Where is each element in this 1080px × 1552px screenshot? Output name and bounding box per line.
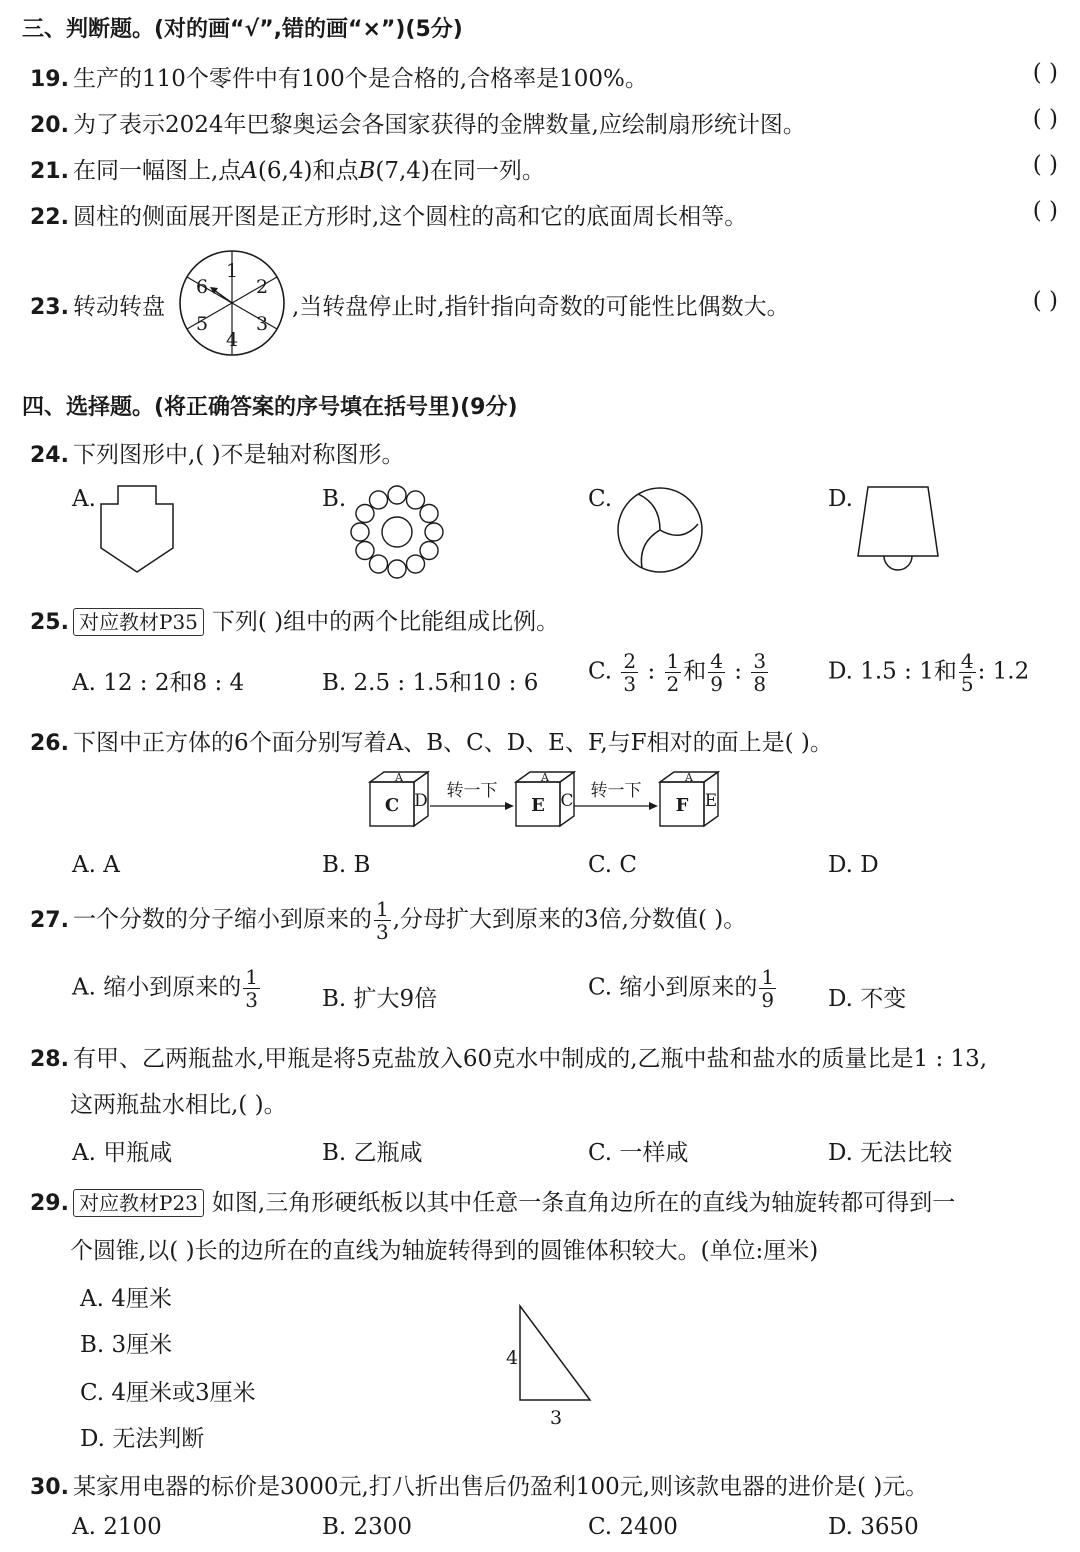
fraction: $\frac{1}{3}$ bbox=[375, 897, 389, 944]
option-c[interactable]: C. 一样咸 bbox=[588, 1140, 689, 1166]
question-text-a: 一个分数的分子缩小到原来的 bbox=[72, 906, 372, 933]
wheel-label: 5 bbox=[195, 313, 209, 335]
cube-front-label: C bbox=[384, 795, 400, 816]
question-number: 28. bbox=[30, 1047, 69, 1072]
option-a[interactable]: A. 12 : 2和8 : 4 bbox=[72, 670, 245, 696]
option-a[interactable]: A. 4厘米 bbox=[80, 1286, 172, 1312]
cube-side-label: E bbox=[704, 791, 718, 811]
center-circle bbox=[382, 517, 412, 547]
fraction: $\frac{1}{3}$ bbox=[245, 965, 258, 1012]
section-3-title: 三、判断题。(对的画“√”,错的画“×”)(5分) bbox=[22, 17, 463, 42]
shape-d-bell bbox=[856, 486, 942, 574]
option-d[interactable]: D. D bbox=[828, 852, 879, 878]
pointer-arrow bbox=[214, 290, 232, 303]
bead bbox=[370, 491, 388, 509]
option-d[interactable]: D. 无法比较 bbox=[828, 1140, 953, 1166]
side-label-horizontal: 3 bbox=[550, 1407, 563, 1429]
option-a[interactable]: A. 甲瓶咸 bbox=[72, 1140, 173, 1166]
option-c[interactable]: C. 缩小到原来的 $\frac{1}{9}$ bbox=[588, 965, 775, 1012]
question-text-a: 在同一幅图上,点 bbox=[72, 158, 242, 184]
question-number: 21. bbox=[30, 159, 69, 184]
question-text-a: 转动转盘 bbox=[72, 294, 165, 320]
answer-paren[interactable]: ( ) bbox=[1032, 288, 1058, 314]
cube-top-label: A bbox=[685, 771, 693, 784]
option-c[interactable]: C. 2400 bbox=[588, 1514, 678, 1540]
cube-top-label: A bbox=[395, 771, 403, 784]
cube-rotation-figure bbox=[368, 770, 728, 834]
question-22 bbox=[30, 198, 747, 231]
option-d-label[interactable]: D. bbox=[828, 486, 853, 512]
side-label-vertical: 4 bbox=[506, 1347, 519, 1369]
question-21 bbox=[30, 152, 545, 185]
bead bbox=[425, 523, 443, 541]
question-30 bbox=[30, 1468, 928, 1501]
answer-paren[interactable]: ( ) bbox=[1032, 60, 1058, 86]
cube-side-label: C bbox=[560, 791, 574, 811]
answer-paren[interactable]: ( ) bbox=[1032, 198, 1058, 224]
option-b[interactable]: B. B bbox=[322, 852, 371, 878]
cube bbox=[660, 771, 718, 826]
shape-c-swirl bbox=[616, 486, 704, 574]
textbook-tag: 对应教材P23 bbox=[73, 1189, 204, 1217]
wheel-label: 4 bbox=[225, 329, 239, 351]
question-number: 29. bbox=[30, 1191, 69, 1216]
option-d[interactable]: D. 无法判断 bbox=[80, 1426, 205, 1452]
turn-label: 转一下 bbox=[446, 781, 498, 801]
spinner-wheel bbox=[176, 250, 288, 356]
option-b[interactable]: B. 3厘米 bbox=[80, 1332, 173, 1358]
fraction: $\frac{4}{9}$ bbox=[710, 649, 723, 696]
wheel-label: 6 bbox=[195, 276, 209, 298]
bead bbox=[388, 560, 406, 578]
fraction: $\frac{3}{8}$ bbox=[753, 649, 767, 696]
question-number: 23. bbox=[30, 295, 69, 320]
point-a: A bbox=[241, 158, 258, 184]
question-text-line2: 个圆锥,以( )长的边所在的直线为轴旋转得到的圆锥体积较大。(单位:厘米) bbox=[70, 1238, 819, 1264]
textbook-tag: 对应教材P35 bbox=[73, 608, 204, 636]
point-b: B bbox=[358, 158, 376, 184]
question-24 bbox=[30, 436, 405, 469]
cube-top-label: A bbox=[541, 771, 549, 784]
question-27 bbox=[30, 898, 746, 943]
question-text: 某家用电器的标价是3000元,打八折出售后仍盈利100元,则该款电器的进价是( )元。 bbox=[72, 1474, 929, 1500]
option-a[interactable]: A. A bbox=[72, 852, 120, 878]
bead bbox=[388, 486, 406, 504]
question-number: 30. bbox=[30, 1475, 69, 1500]
turn-arrow bbox=[430, 781, 514, 810]
question-text: 圆柱的侧面展开图是正方形时,这个圆柱的高和它的底面周长相等。 bbox=[72, 204, 748, 230]
right-triangle-figure bbox=[500, 1304, 600, 1428]
question-text-c: (7,4)在同一列。 bbox=[375, 158, 545, 184]
question-text-line1: 如图,三角形硬纸板以其中任意一条直角边所在的直线为轴旋转都可得到一 bbox=[211, 1190, 956, 1216]
question-text: 生产的110个零件中有100个是合格的,合格率是100%。 bbox=[72, 66, 648, 92]
option-b-label[interactable]: B. bbox=[322, 486, 347, 512]
option-a[interactable]: A. 缩小到原来的 $\frac{1}{3}$ bbox=[72, 965, 258, 1012]
question-text: 下列( )组中的两个比能组成比例。 bbox=[211, 609, 560, 635]
question-19 bbox=[30, 60, 648, 93]
fraction: $\frac{2}{3}$ bbox=[623, 649, 637, 696]
bead bbox=[356, 505, 374, 523]
bead bbox=[407, 555, 425, 573]
wheel-label: 1 bbox=[225, 260, 239, 282]
wheel-label: 3 bbox=[255, 313, 269, 335]
option-c[interactable]: C. C bbox=[588, 852, 637, 878]
bead bbox=[420, 542, 438, 560]
question-text-line2: 这两瓶盐水相比,( )。 bbox=[70, 1092, 287, 1118]
question-23 bbox=[30, 288, 165, 321]
section-4-title: 四、选择题。(将正确答案的序号填在括号里)(9分) bbox=[22, 395, 518, 420]
cube bbox=[516, 771, 574, 826]
answer-paren[interactable]: ( ) bbox=[1032, 152, 1058, 178]
question-29 bbox=[30, 1184, 955, 1217]
answer-paren[interactable]: ( ) bbox=[1032, 106, 1058, 132]
fraction: $\frac{4}{5}$ bbox=[960, 649, 974, 696]
shape-b-bead-ring bbox=[350, 485, 444, 579]
fraction: $\frac{1}{9}$ bbox=[761, 965, 775, 1012]
bead bbox=[420, 505, 438, 523]
option-d[interactable]: D. 1.5 : 1和 $\frac{4}{5}$ : 1.2 bbox=[828, 649, 1030, 696]
option-d[interactable]: D. 3650 bbox=[828, 1514, 919, 1540]
option-c[interactable]: C. 4厘米或3厘米 bbox=[80, 1380, 256, 1406]
question-28 bbox=[30, 1040, 987, 1073]
option-b[interactable]: B. 乙瓶咸 bbox=[322, 1140, 423, 1166]
option-a-label[interactable]: A. bbox=[72, 486, 96, 512]
question-text: 下图中正方体的6个面分别写着A、B、C、D、E、F,与F相对的面上是( )。 bbox=[72, 730, 833, 756]
bead bbox=[351, 523, 369, 541]
option-c-label[interactable]: C. bbox=[588, 486, 613, 512]
cube-front-label: E bbox=[531, 795, 545, 816]
wheel-label: 2 bbox=[255, 276, 269, 298]
option-b[interactable]: B. 2.5 : 1.5和10 : 6 bbox=[322, 670, 539, 696]
turn-label: 转一下 bbox=[590, 781, 642, 801]
option-a[interactable]: A. 2100 bbox=[72, 1514, 162, 1540]
option-c[interactable]: C. $\frac{2}{3}$ : $\frac{1}{2}$ 和 $\frac{4}{9}$ : $\frac{3}{8}$ bbox=[588, 649, 767, 696]
bead bbox=[356, 542, 374, 560]
question-number: 22. bbox=[30, 205, 69, 230]
fraction: $\frac{1}{2}$ bbox=[666, 649, 680, 696]
option-d[interactable]: D. 不变 bbox=[828, 986, 907, 1012]
question-text-b: (6,4)和点 bbox=[257, 158, 359, 184]
question-number: 26. bbox=[30, 731, 69, 756]
option-b[interactable]: B. 2300 bbox=[322, 1514, 413, 1540]
question-text: 下列图形中,( )不是轴对称图形。 bbox=[72, 442, 405, 468]
question-number: 25. bbox=[30, 610, 69, 635]
question-number: 24. bbox=[30, 443, 69, 468]
bead bbox=[407, 491, 425, 509]
question-26 bbox=[30, 724, 833, 757]
question-number: 27. bbox=[30, 907, 69, 933]
shape-a-figure bbox=[100, 486, 176, 574]
cube-front-label: F bbox=[675, 795, 689, 816]
question-text: 为了表示2024年巴黎奥运会各国家获得的金牌数量,应绘制扇形统计图。 bbox=[72, 112, 806, 138]
turn-arrow bbox=[574, 781, 658, 810]
question-number: 20. bbox=[30, 113, 69, 138]
cube bbox=[370, 771, 428, 826]
bead bbox=[370, 555, 388, 573]
option-label: C. bbox=[588, 658, 613, 685]
cube-side-label: D bbox=[414, 791, 428, 811]
question-text-line1: 有甲、乙两瓶盐水,甲瓶是将5克盐放入60克水中制成的,乙瓶中盐和盐水的质量比是1 : 13, bbox=[72, 1046, 988, 1072]
question-text-b: ,分母扩大到原来的3倍,分数值( )。 bbox=[392, 906, 747, 933]
question-25 bbox=[30, 603, 559, 636]
question-20 bbox=[30, 106, 806, 139]
option-b[interactable]: B. 扩大9倍 bbox=[322, 986, 438, 1012]
question-text-b: ,当转盘停止时,指针指向奇数的可能性比偶数大。 bbox=[292, 294, 790, 320]
question-number: 19. bbox=[30, 67, 69, 92]
